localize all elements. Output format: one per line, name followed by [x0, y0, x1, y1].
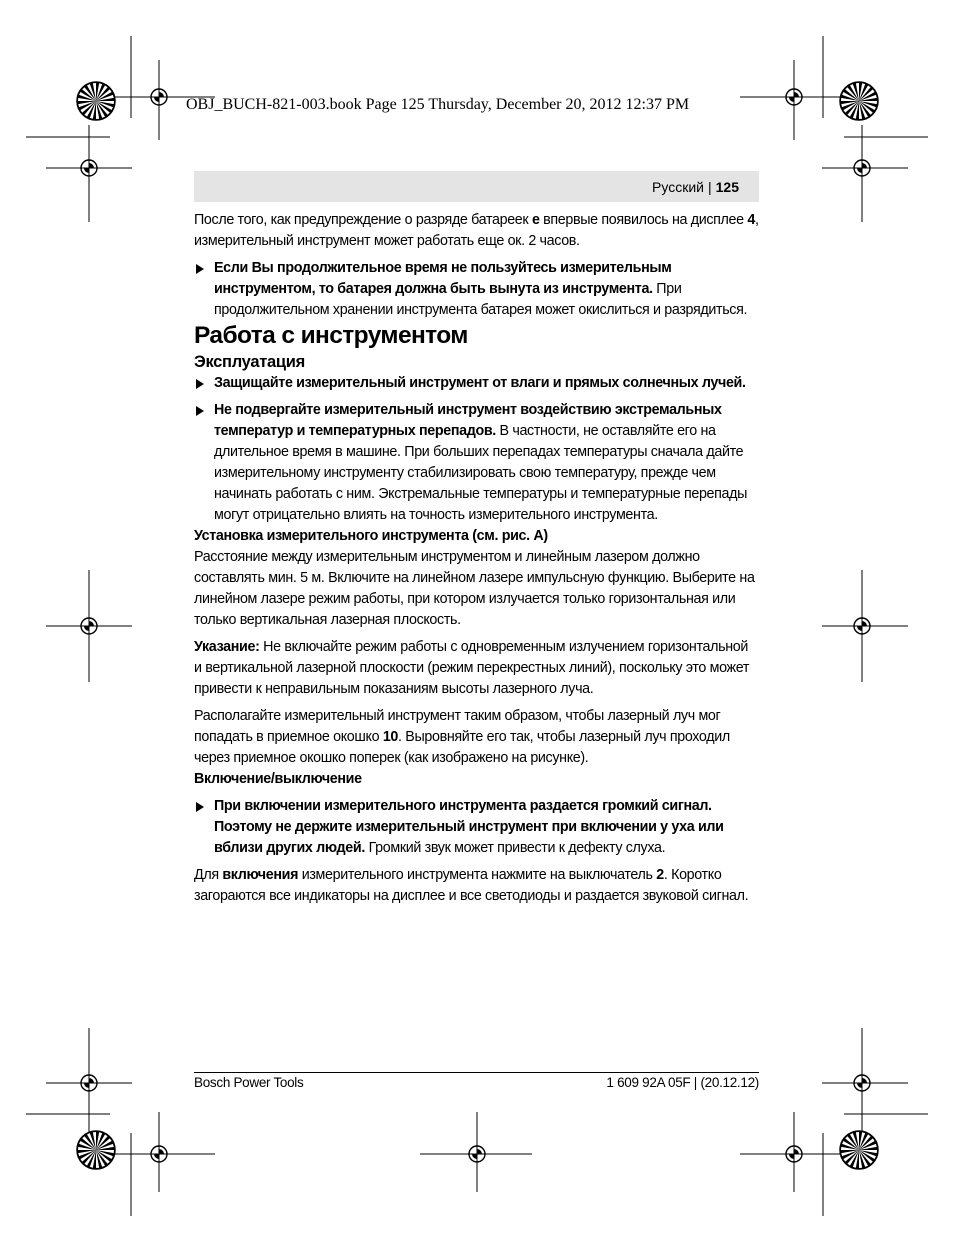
target-quarter — [794, 1149, 799, 1154]
target-quarter — [857, 168, 862, 173]
target-quarter — [89, 621, 94, 626]
page-number: 125 — [715, 178, 739, 195]
running-head — [194, 171, 759, 202]
power-heading: Включение/выключение — [194, 771, 362, 787]
bullet-triangle-icon — [196, 264, 204, 274]
bullet-loud-signal: При включении измерительного инструмента раздается громкий сигнал. Поэтому не держите измерительный инструмент при включении у уха или вблизи других людей. Громкий звук может привести к дефекту слуха. — [194, 796, 759, 859]
target-quarter — [789, 1154, 794, 1159]
target-quarter — [154, 1154, 159, 1159]
target-quarter — [862, 163, 867, 168]
language-label: Русский — [652, 178, 704, 195]
note-paragraph: Указание: Не включайте режим работы с одновременным излучением горизонтальной и вертикальной лазерной плоскости (режим перекрестных линий), поскольку это может привести к неправильным показаниям высоты лазерного луча. — [194, 639, 750, 697]
target-quarter — [857, 626, 862, 631]
bullet-triangle-icon — [196, 379, 204, 389]
target-quarter — [89, 1078, 94, 1083]
target-quarter — [159, 92, 164, 97]
footer-brand: Bosch Power Tools — [194, 1075, 304, 1090]
bullet-triangle-icon — [196, 802, 204, 812]
footer-rule — [194, 1072, 759, 1073]
target-quarter — [89, 163, 94, 168]
bullet-extreme-temperature: Не подвергайте измерительный инструмент воздействию экстремальных температур и температурных перепадов. В частности, не оставляйте его на длительное время в машине. При больших перепадах температуры сначала дайте измерительному инструменту стабилизировать свою температуру, прежде чем начинать работать с ним. Экстремальные температуры и температурные перепады могут отрицательно влиять на точность измерительного инструмента. — [194, 400, 759, 526]
power-on-paragraph: Для включения измерительного инструмента нажмите на выключатель 2. Коротко загораются все индикаторы на дисплее и все светодиоды и раздается звуковой сигнал. — [194, 867, 749, 904]
section-title: Работа с инструментом — [194, 322, 468, 349]
target-quarter — [159, 1149, 164, 1154]
subsection-title: Эксплуатация — [194, 353, 305, 371]
footer-document-code: 1 609 92A 05F | (20.12.12) — [606, 1075, 759, 1090]
target-quarter — [154, 97, 159, 102]
target-quarter — [857, 1083, 862, 1088]
setup-heading: Установка измерительного инструмента (см. рис. А) — [194, 528, 548, 544]
target-quarter — [862, 621, 867, 626]
target-quarter — [789, 97, 794, 102]
target-quarter — [84, 1083, 89, 1088]
target-quarter — [84, 168, 89, 173]
positioning-paragraph: Располагайте измерительный инструмент таким образом, чтобы лазерный луч мог попадать в приемное окошко 10. Выровняйте его так, чтобы лазерный луч проходил через приемное окошко поперек (как изображено на рисунке). — [194, 708, 730, 766]
target-quarter — [862, 1078, 867, 1083]
bullet-triangle-icon — [196, 406, 204, 416]
page-body — [194, 210, 759, 907]
target-quarter — [794, 92, 799, 97]
target-quarter — [84, 626, 89, 631]
bullet-protect-moisture: Защищайте измерительный инструмент от влаги и прямых солнечных лучей. — [194, 373, 759, 394]
setup-paragraph: Расстояние между измерительным инструментом и линейным лазером должно составлять мин. 5 м. Включите на линейном лазере импульсную функцию. Выберите на линейном лазере режим работы, при котором излучается только горизонтальная или только вертикальная лазерная плоскость. — [194, 549, 755, 628]
target-quarter — [477, 1149, 482, 1154]
battery-warning-paragraph: После того, как предупреждение о разряде батареек e впервые появилось на дисплее 4, измерительный инструмент может работать еще ок. 2 часов. — [194, 212, 759, 249]
book-file-header: OBJ_BUCH-821-003.book Page 125 Thursday, December 20, 2012 12:37 PM — [186, 96, 690, 113]
bullet-battery-storage: Если Вы продолжительное время не пользуйтесь измерительным инструментом, то батарея должна быть вынута из инструмента. При продолжительном хранении инструмента батарея может окислиться и разрядиться. — [194, 258, 759, 321]
target-quarter — [472, 1154, 477, 1159]
header-separator: | — [708, 178, 712, 195]
